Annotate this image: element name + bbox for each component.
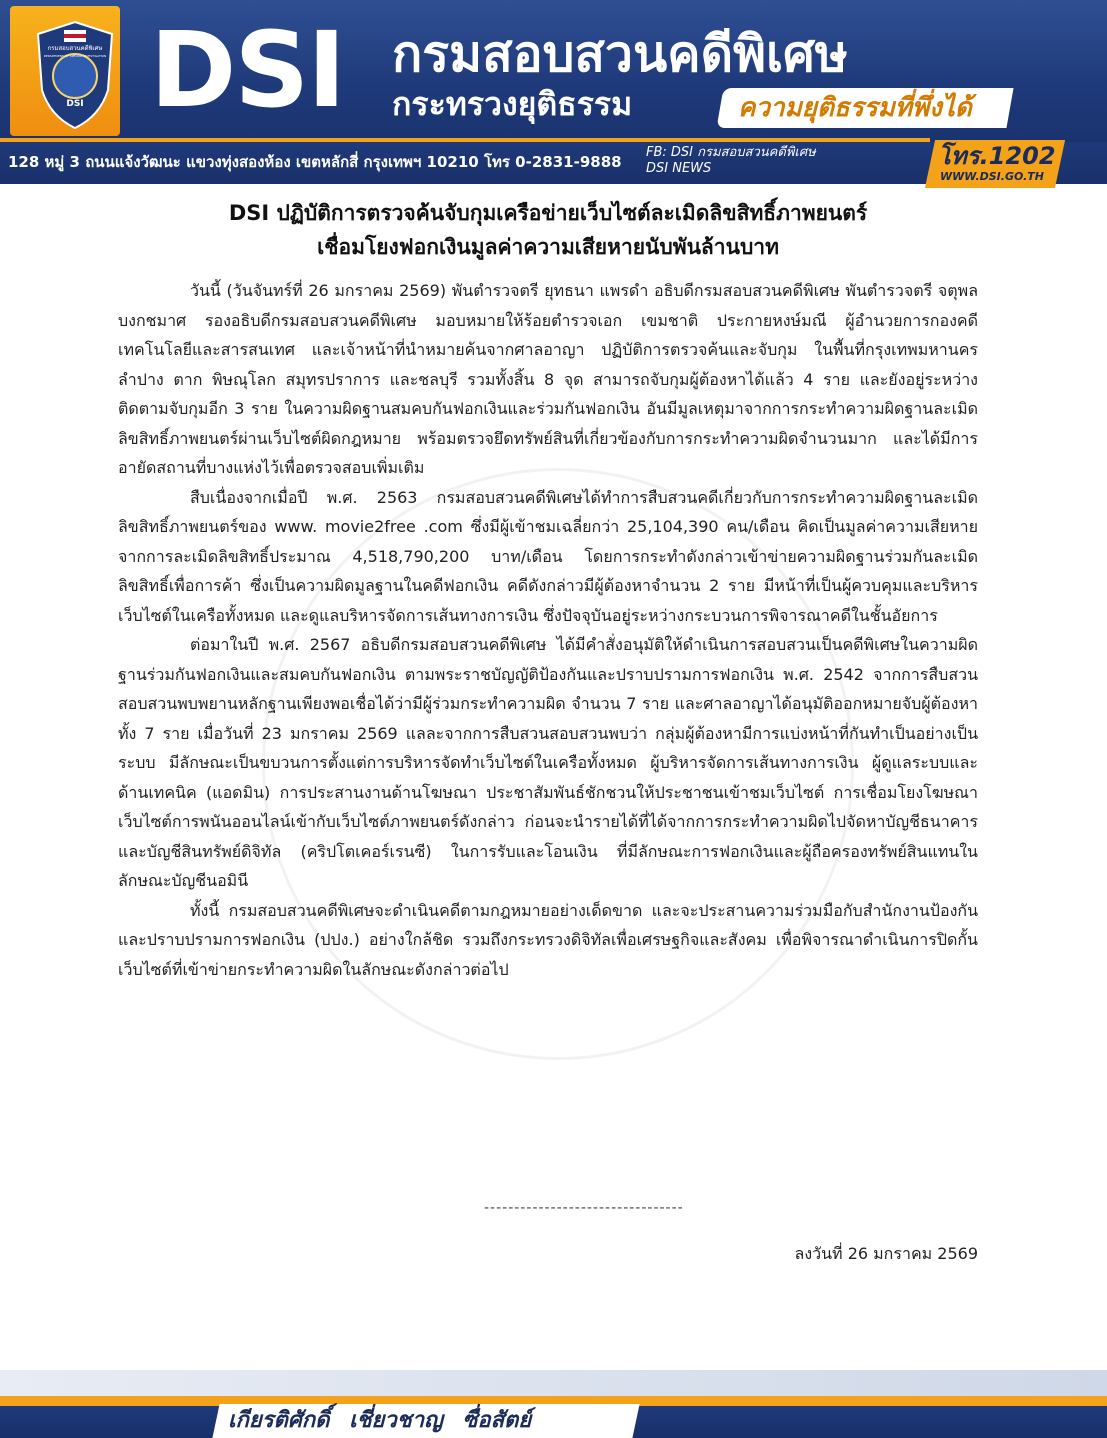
facebook-line-2: DSI NEWS: [646, 161, 712, 176]
paragraph-4: ทั้งนี้ กรมสอบสวนคดีพิเศษจะดำเนินคดีตามกฎหมายอย่างเด็ดขาด และจะประสานความร่วมมือกับสำนักงานป้องกันและปราบปรามการฟอกเงิน (ปปง.) อย่างใกล้ชิด รวมถึงกระทรวงดิจิทัลเพื่อเศรษฐกิจและสังคม เพื่อพิจารณาดำเนินการปิดกั้นเว็บไซต์ที่เข้าข่ายกระทำความผิดในลักษณะดังกล่าวต่อไป: [118, 900, 978, 979]
brand-dsi: DSI: [150, 9, 344, 131]
dsi-shield-icon: [34, 20, 116, 130]
paragraph-2: สืบเนื่องจากเมื่อปี พ.ศ. 2563 กรมสอบสวนคดีพิเศษได้ทำการสืบสวนคดีเกี่ยวกับการกระทำความผิดฐานละเมิดลิขสิทธิ์ภาพยนตร์ของ www. movie2free .com ซึ่งมีผู้เข้าชมเฉลี่ยกว่า 25,104,390 คน/เดือน คิดเป็นมูลค่าความเสียหายจากการละเมิดลิขสิทธิ์ประมาณ 4,518,790,200 บาท/เดือน โดยการกระทำดังกล่าวเข้าข่ายความผิดฐานร่วมกันละเมิดลิขสิทธิ์เพื่อการค้า ซึ่งเป็นความผิดมูลฐานในคดีฟอกเงิน คดีดังกล่าวมีผู้ต้องหาจำนวน 2 ราย มีหน้าที่เป็นผู้ควบคุมและบริหารเว็บไซต์ในเครือทั้งหมด และดูแลบริหารจัดการเส้นทางการเงิน ซึ่งปัจจุบันอยู่ระหว่างกระบวนการพิจารณาคดีในชั้นอัยการ: [118, 487, 978, 625]
title-line-1: DSI ปฏิบัติการตรวจค้นจับกุมเครือข่ายเว็บไซต์ละเมิดลิขสิทธิ์ภาพยนตร์: [228, 201, 868, 225]
address: 128 หมู่ 3 ถนนแจ้งวัฒนะ แขวงทุ่งสองห้อง เขตหลักสี่ กรุงเทพฯ 10210 โทร 0-2831-9888: [8, 153, 622, 171]
logo-text-th: กรมสอบสวนคดีพิเศษ: [47, 45, 103, 52]
slogan: ความยุติธรรมที่พึ่งได้: [738, 93, 972, 123]
footer-light-band: [0, 1370, 1107, 1396]
facebook-line-1: FB: DSI กรมสอบสวนคดีพิเศษ: [646, 145, 816, 160]
signed-date: ลงวันที่ 26 มกราคม 2569: [794, 1244, 978, 1263]
hotline: โทร.1202: [938, 142, 1056, 170]
dsi-logo: [10, 6, 120, 136]
website: WWW.DSI.GO.TH: [940, 170, 1044, 183]
separator: ---------------------------------: [484, 1200, 684, 1216]
org-name: กรมสอบสวนคดีพิเศษ: [392, 25, 848, 83]
letterhead: [0, 0, 1107, 142]
logo-text-dsi: DSI: [66, 99, 84, 109]
paragraph-3: ต่อมาในปี พ.ศ. 2567 อธิบดีกรมสอบสวนคดีพิเศษ ได้มีคำสั่งอนุมัติให้ดำเนินการสอบสวนเป็นคดีพิเศษในความผิดฐานร่วมกันฟอกเงินและสมคบกันฟอกเงิน ตามพระราชบัญญัติป้องกันและปราบปรามการฟอกเงิน พ.ศ. 2542 จากการสืบสวนสอบสวนพบพยานหลักฐานเพียงพอเชื่อได้ว่ามีผู้ร่วมกระทำความผิด จำนวน 7 ราย และศาลอาญาได้อนุมัติออกหมายจับผู้ต้องหาทั้ง 7 ราย เมื่อวันที่ 23 มกราคม 2569 แลละจากการสืบสวนสอบสวนพบว่า กลุ่มผู้ต้องหามีการแบ่งหน้าที่กันทำเป็นอย่างเป็นระบบ มีลักษณะเป็นขบวนการตั้งแต่การบริหารจัดทำเว็บไซต์ในเครือทั้งหมด ผู้บริหารจัดการเส้นทางการเงิน ผู้ดูแลระบบและด้านเทคนิค (แอดมิน) การประสานงานด้านโฆษณา ประชาสัมพันธ์ชักชวนให้ประชาชนเข้าชมเว็บไซต์ การเชื่อมโยงโฆษณาเว็บไซต์การพนันออนไลน์เข้ากับเว็บไซต์ภาพยนตร์ดังกล่าว ก่อนจะนำรายได้ที่ได้จากการกระทำความผิดไปจัดหาบัญชีธนาคารและบัญชีสินทรัพย์ดิจิทัล (คริปโตเคอร์เรนซี) ในการรับและโอนเงิน ที่มีลักษณะการฟอกเงินและผู้ถือครองทรัพย์สินแทนในลักษณะบัญชีนอมินี: [118, 635, 978, 890]
press-release: [118, 196, 978, 984]
motto: เกียรติศักดิ์ เชี่ยวชาญ ซื่อสัตย์: [228, 1408, 532, 1433]
logo-text-en: DEPARTMENT OF SPECIAL INVESTIGATION: [43, 54, 107, 58]
paragraph-1: วันนี้ (วันจันทร์ที่ 26 มกราคม 2569) พันตำรวจตรี ยุทธนา แพรดำ อธิบดีกรมสอบสวนคดีพิเศษ พันตำรวจตรี จตุพล บงกชมาศ รองอธิบดีกรมสอบสวนคดีพิเศษ มอบหมายให้ร้อยตำรวจเอก เขมชาติ ประกายหงษ์มณี ผู้อำนวยการกองคดีเทคโนโลยีและสารสนเทศ และเจ้าหน้าที่นำหมายค้นจากศาลอาญา ปฏิบัติการตรวจค้นและจับกุม ในพื้นที่กรุงเทพมหานคร ลำปาง ตาก พิษณุโลก สมุทรปราการ และชลบุรี รวมทั้งสิ้น 8 จุด สามารถจับกุมผู้ต้องหาได้แล้ว 4 ราย และยังอยู่ระหว่างติดตามจับกุมอีก 3 ราย ในความผิดฐานสมคบกันฟอกเงินและร่วมกันฟอกเงิน อันมีมูลเหตุมาจากการกระทำความผิดฐานละเมิดลิขสิทธิ์ภาพยนตร์ผ่านเว็บไซต์ผิดกฎหมาย พร้อมตรวจยึดทรัพย์สินที่เกี่ยวข้องกับการกระทำความผิดจำนวนมาก และได้มีการอายัดสถานที่บางแห่งไว้เพื่อตรวจสอบเพิ่มเติม: [118, 281, 978, 477]
facebook-info: [646, 145, 816, 177]
ministry-name: กระทรวงยุติธรรม: [392, 85, 633, 123]
title-line-2: เชื่อมโยงฟอกเงินมูลค่าความเสียหายนับพันล้านบาท: [317, 235, 779, 259]
